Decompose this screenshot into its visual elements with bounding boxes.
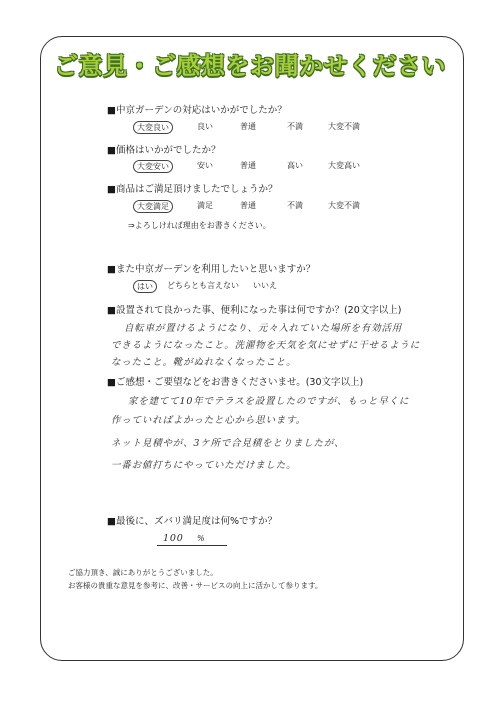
q3-option-4[interactable]: 不満 xyxy=(287,201,303,210)
q6-answer-line-3: ネット見積やが、3ケ所で合見積をとりましたが、 xyxy=(111,438,345,449)
satisfaction-unit: % xyxy=(197,534,206,543)
q3-option-3[interactable]: 普通 xyxy=(240,201,256,210)
q2-option-2[interactable]: 安い xyxy=(197,161,213,170)
footer-message: お客様の貴重な意見を参考に、改善・サービスの向上に活かして参ります。 xyxy=(68,581,323,590)
q3-option-1[interactable]: 大変満足 xyxy=(133,200,173,213)
satisfaction-underline xyxy=(157,545,227,546)
q2-option-4[interactable]: 高い xyxy=(287,161,303,170)
q1-option-2[interactable]: 良い xyxy=(197,122,213,131)
q7-label: ■最後に、ズバリ満足度は何%ですか？ xyxy=(107,516,278,527)
q5-answer-line-3: なったこと。靴がぬれなくなったこと。 xyxy=(111,357,297,368)
footer-thanks: ご協力頂き、誠にありがとうございました。 xyxy=(68,568,218,577)
q6-answer-line-4: 一番お値打ちにやっていただけました。 xyxy=(111,460,297,471)
q3-option-2[interactable]: 満足 xyxy=(197,201,213,210)
q4-option-neutral[interactable]: どちらとも言えない xyxy=(167,281,239,290)
survey-title: ご意見・ご感想をお聞かせください xyxy=(54,52,446,80)
q2-label: ■価格はいかがでしたか？ xyxy=(107,145,221,156)
q3-label: ■商品はご満足頂けましたでしょうか？ xyxy=(107,184,278,195)
q6-answer-line-2: 作っていればよかったと心から思います。 xyxy=(111,415,306,426)
q4-option-no[interactable]: いいえ xyxy=(253,281,277,290)
q5-answer-line-1: 自転車が置けるようになり、元々入れていた場所を有効活用 xyxy=(124,323,403,334)
q6-label: ■ご感想・ご要望などをお書きくださいませ。(30文字以上) xyxy=(107,377,364,388)
q2-option-1[interactable]: 大変安い xyxy=(133,160,173,173)
q1-option-3[interactable]: 普通 xyxy=(240,122,256,131)
q2-option-5[interactable]: 大変高い xyxy=(328,161,360,170)
q5-label: ■設置されて良かった事、便利になった事は何ですか？(20文字以上) xyxy=(107,305,402,316)
q2-option-3[interactable]: 普通 xyxy=(240,161,256,170)
q1-option-1[interactable]: 大変良い xyxy=(133,121,173,134)
satisfaction-value: 100 xyxy=(163,533,184,544)
q3-option-5[interactable]: 大変不満 xyxy=(328,201,360,210)
q1-label: ■中京ガーデンの対応はいかがでしたか？ xyxy=(107,105,287,116)
q6-answer-line-1: 家を建てて10年でテラスを設置したのですが、もっと早くに xyxy=(128,396,410,407)
q1-option-4[interactable]: 不満 xyxy=(287,122,303,131)
q5-answer-line-2: できるようになったこと。洗濯物を天気を気にせずに干せるように xyxy=(111,340,421,351)
q1-option-5[interactable]: 大変不満 xyxy=(328,122,360,131)
q3-note: ⇒よろしければ理由をお書きください。 xyxy=(128,221,271,230)
q4-label: ■また中京ガーデンを利用したいと思いますか？ xyxy=(107,264,316,275)
q4-option-yes[interactable]: はい xyxy=(133,280,157,293)
